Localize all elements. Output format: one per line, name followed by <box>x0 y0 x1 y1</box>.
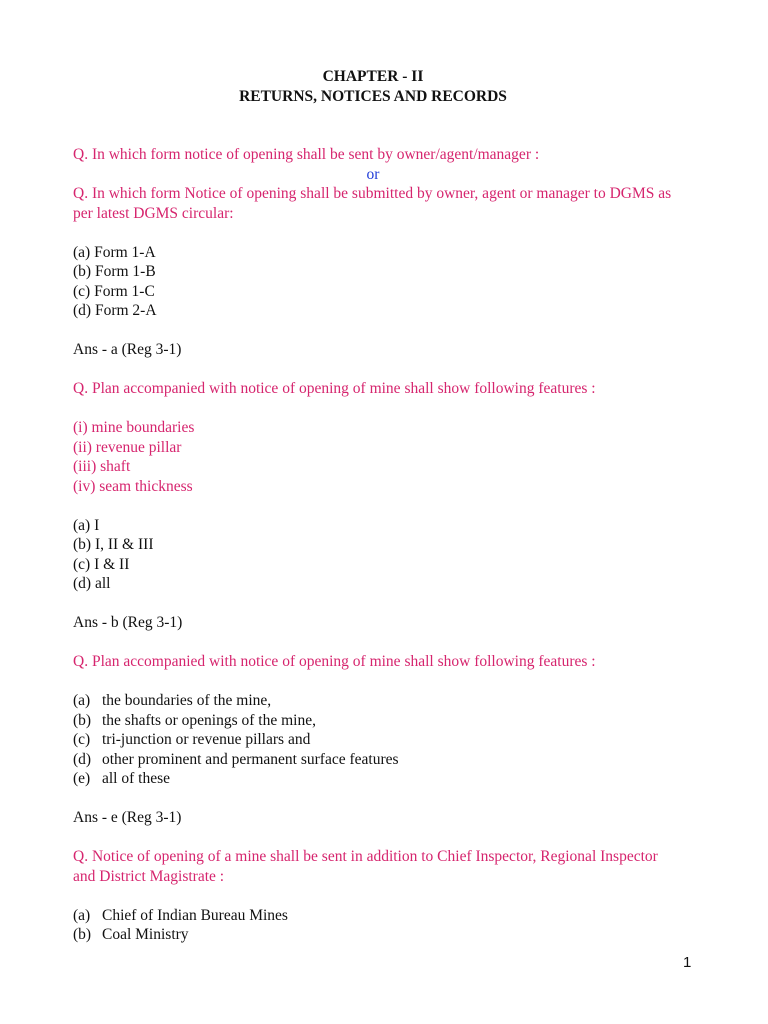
answer-option: (b) Form 1-B <box>73 263 156 280</box>
answer-key: Ans - a (Reg 3-1) <box>73 341 182 358</box>
answer-option: (a) I <box>73 516 100 534</box>
option-text: other prominent and permanent surface features <box>102 750 399 768</box>
chapter-heading: CHAPTER - II <box>322 68 424 85</box>
feature-item: (iii) shaft <box>73 458 131 475</box>
answer-option <box>73 750 693 770</box>
option-text: the boundaries of the mine, <box>102 692 272 709</box>
question-text: Q. Plan accompanied with notice of opening of mine shall show following features : <box>73 380 596 397</box>
or-separator: or <box>366 165 380 183</box>
page-number: 1 <box>683 954 692 971</box>
answer-option <box>73 925 693 945</box>
option-text: Coal Ministry <box>102 926 189 943</box>
answer-option <box>73 730 693 750</box>
option-tag: (e) <box>73 770 91 787</box>
option-text: tri-junction or revenue pillars and <box>102 731 311 748</box>
question-text: Q. In which form Notice of opening shall be submitted by owner, agent or manager to DGMS as per latest DGMS circular: <box>73 185 672 222</box>
option-tag: (a) <box>73 906 91 924</box>
option-tag: (a) <box>73 692 91 709</box>
answer-option: (b) I, II & III <box>73 536 154 553</box>
answer-option <box>73 769 693 789</box>
answer-option <box>73 691 693 711</box>
chapter-title: RETURNS, NOTICES AND RECORDS <box>239 87 507 105</box>
question-text: Q. Notice of opening of a mine shall be sent in addition to Chief Inspector, Regional Inspector and District Magistrate : <box>73 848 658 885</box>
option-tag: (b) <box>73 926 92 943</box>
answer-option: (c) I & II <box>73 555 130 573</box>
option-tag: (b) <box>73 711 92 729</box>
option-text: the shafts or openings of the mine, <box>102 711 316 729</box>
answer-option: (d) Form 2-A <box>73 302 157 319</box>
option-text: Chief of Indian Bureau Mines <box>102 906 288 924</box>
question-text: Q. Plan accompanied with notice of opening of mine shall show following features : <box>73 653 596 670</box>
answer-option <box>73 711 693 731</box>
feature-item: (i) mine boundaries <box>73 419 195 436</box>
answer-option: (d) all <box>73 575 111 592</box>
answer-key: Ans - e (Reg 3-1) <box>73 809 182 826</box>
question-text: Q. In which form notice of opening shall be sent by owner/agent/manager : <box>73 146 540 163</box>
answer-key: Ans - b (Reg 3-1) <box>73 614 183 631</box>
answer-option: (a) Form 1-A <box>73 243 156 261</box>
document-page <box>73 67 693 945</box>
feature-item: (ii) revenue pillar <box>73 438 182 456</box>
answer-option <box>73 906 693 926</box>
option-tag: (c) <box>73 731 91 748</box>
answer-option: (c) Form 1-C <box>73 282 155 300</box>
option-text: all of these <box>102 770 171 787</box>
option-tag: (d) <box>73 750 92 768</box>
feature-item: (iv) seam thickness <box>73 477 193 495</box>
